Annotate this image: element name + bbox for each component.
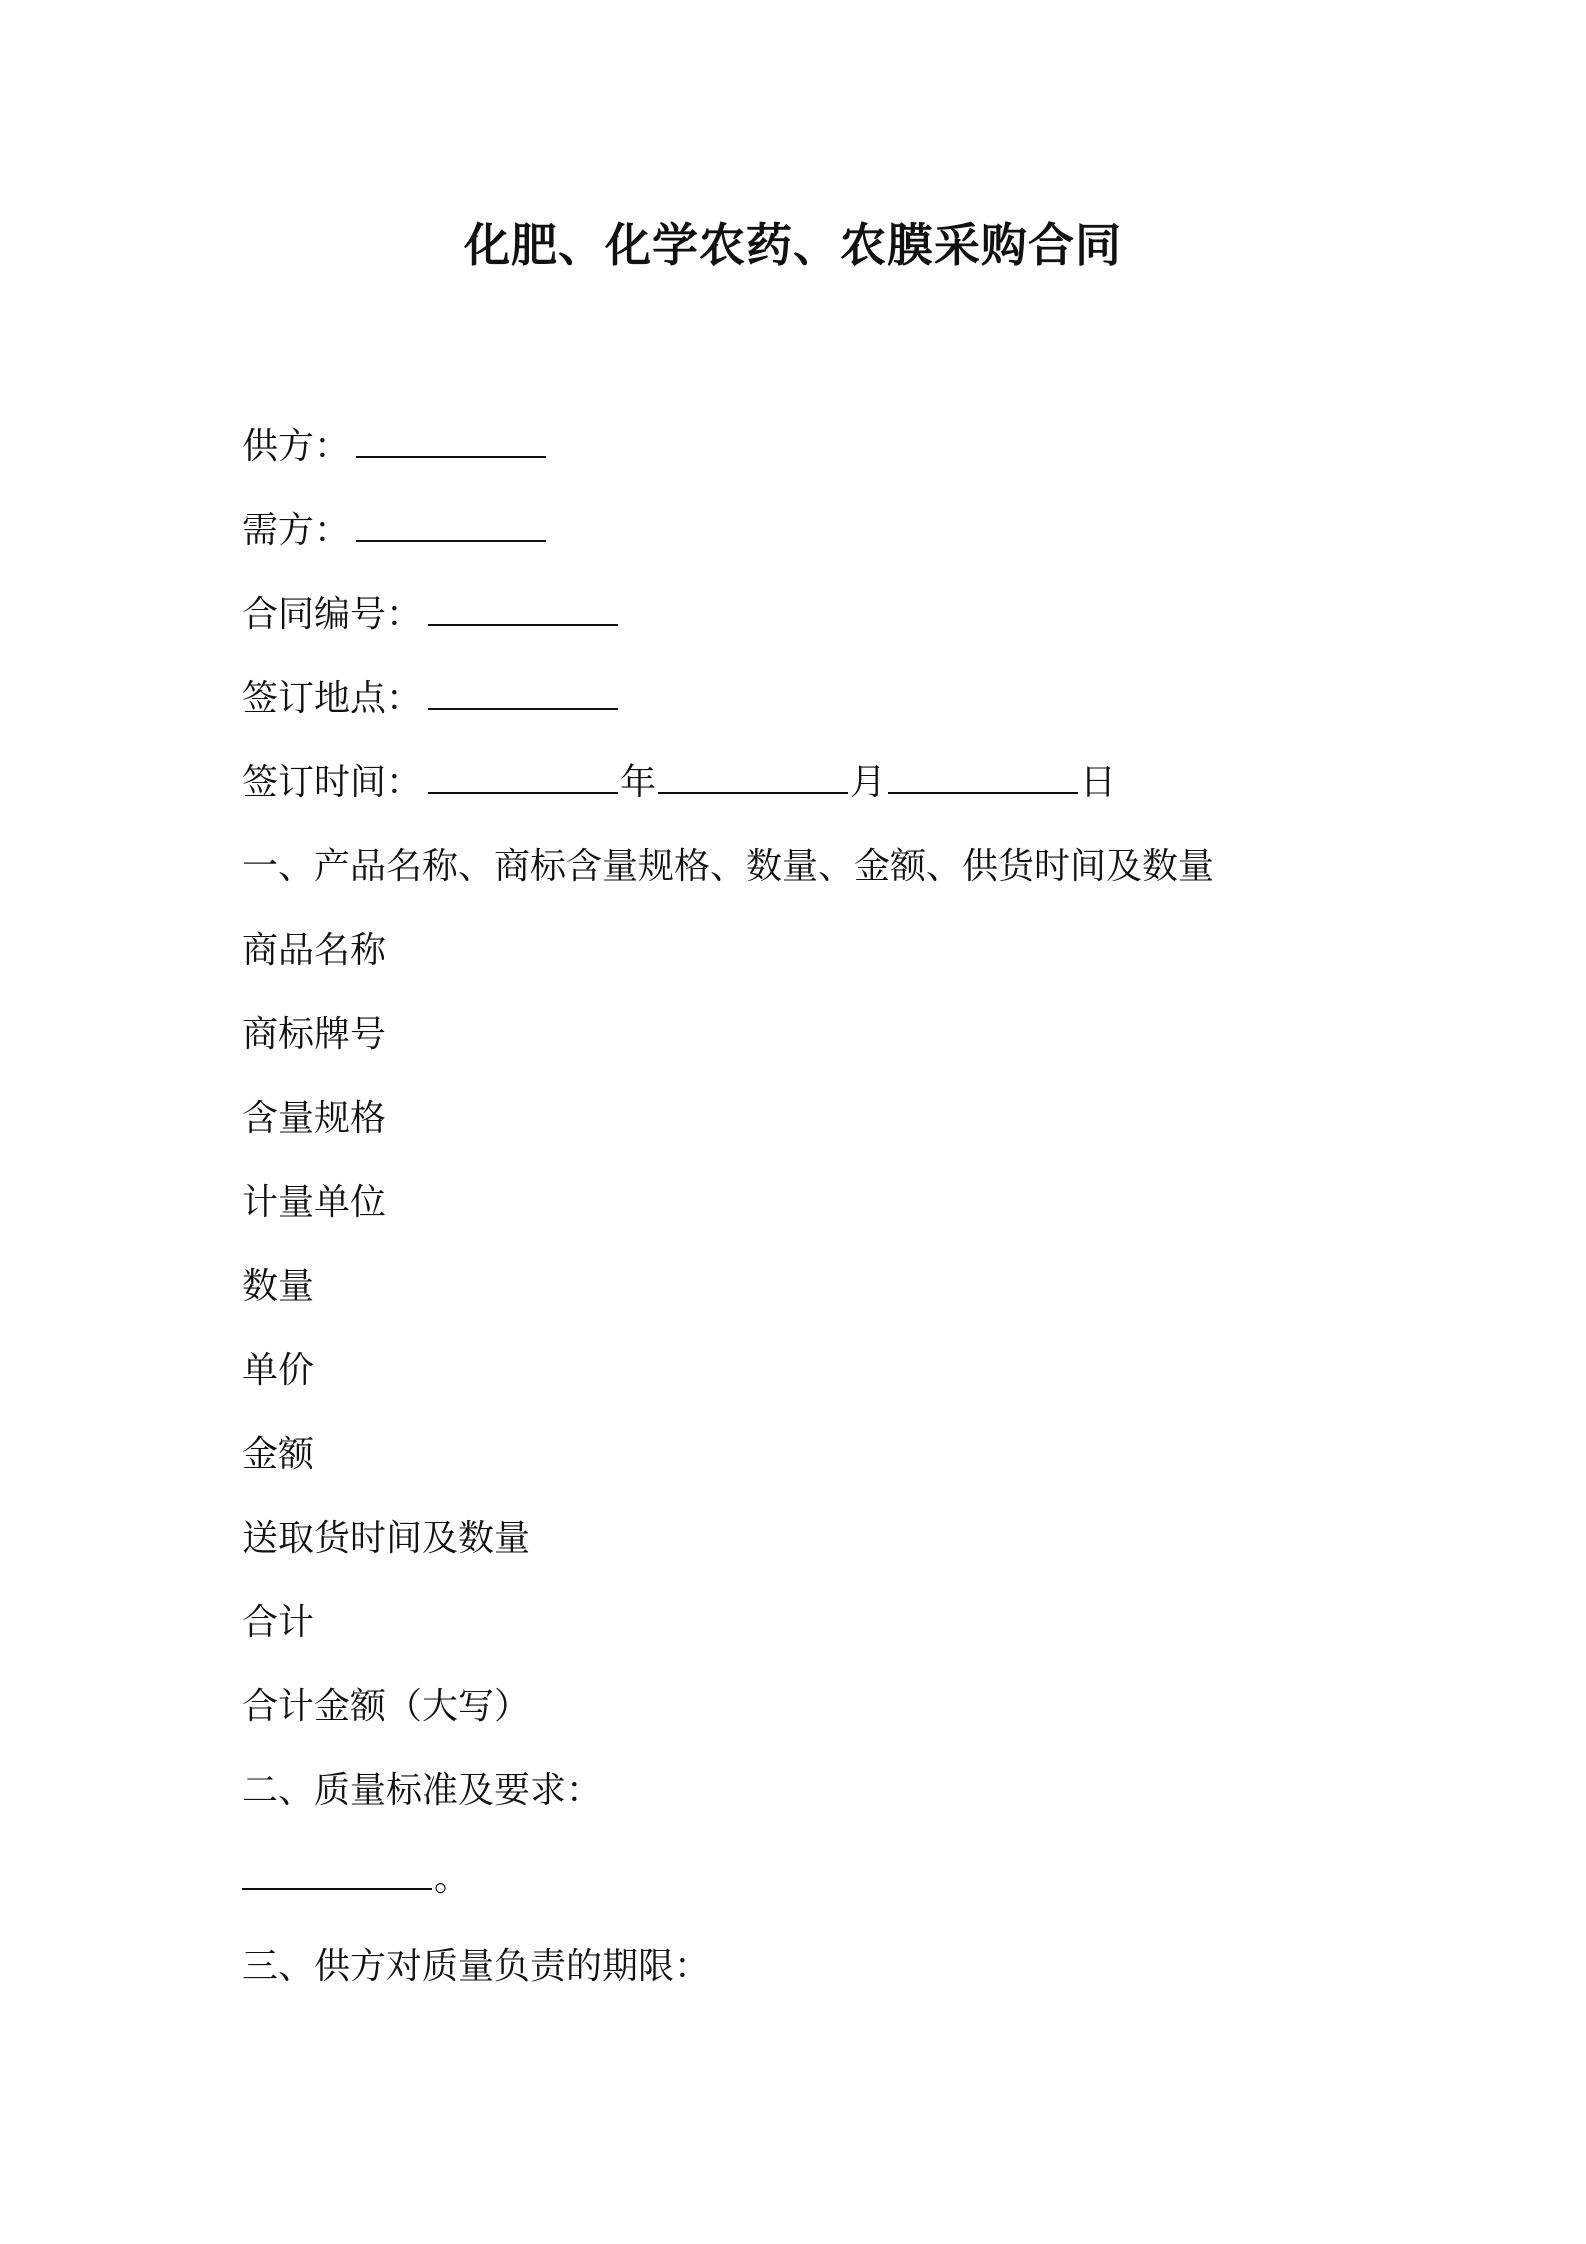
month-blank (658, 766, 848, 794)
buyer-line (242, 489, 1392, 573)
item-line: 单价 (242, 1350, 315, 1391)
supplier-label: 供方： (242, 426, 351, 467)
supplier-line (242, 405, 1392, 489)
buyer-label: 需方： (242, 510, 351, 551)
item-line: 计量单位 (242, 1182, 387, 1223)
sign-time-line (242, 741, 1392, 825)
sign-place-blank (428, 682, 618, 710)
month-label: 月 (850, 762, 887, 803)
sign-place-label: 签订地点： (242, 678, 423, 719)
day-blank (888, 766, 1078, 794)
day-label: 日 (1080, 762, 1117, 803)
item-line: 商标牌号 (242, 1014, 387, 1055)
document-title: 化肥、化学农药、农膜采购合同 (464, 218, 1122, 272)
year-blank (428, 766, 618, 794)
sign-place-line (242, 657, 1392, 741)
section-2-heading: 二、质量标准及要求： (242, 1770, 603, 1811)
item-line: 商品名称 (242, 930, 387, 971)
contract-no-blank (428, 598, 618, 626)
contract-no-label: 合同编号： (242, 594, 423, 635)
year-label: 年 (620, 762, 657, 803)
section-3-heading: 三、供方对质量负责的期限： (242, 1946, 711, 1987)
quality-standard-blank (242, 1862, 432, 1890)
item-line: 数量 (242, 1266, 315, 1307)
item-line: 送取货时间及数量 (242, 1518, 531, 1559)
contract-no-line (242, 573, 1392, 657)
item-line: 金额 (242, 1434, 315, 1475)
section-1-heading: 一、产品名称、商标含量规格、数量、金额、供货时间及数量 (242, 846, 1215, 887)
period-mark: 。 (434, 1858, 471, 1899)
sign-time-label: 签订时间： (242, 762, 423, 803)
item-line: 合计金额（大写） (242, 1686, 531, 1727)
item-line: 合计 (242, 1602, 315, 1643)
quality-standard-line (242, 1833, 1392, 1925)
buyer-blank (356, 514, 546, 542)
supplier-blank (356, 430, 546, 458)
contract-body (242, 405, 1392, 2009)
item-line: 含量规格 (242, 1098, 387, 1139)
